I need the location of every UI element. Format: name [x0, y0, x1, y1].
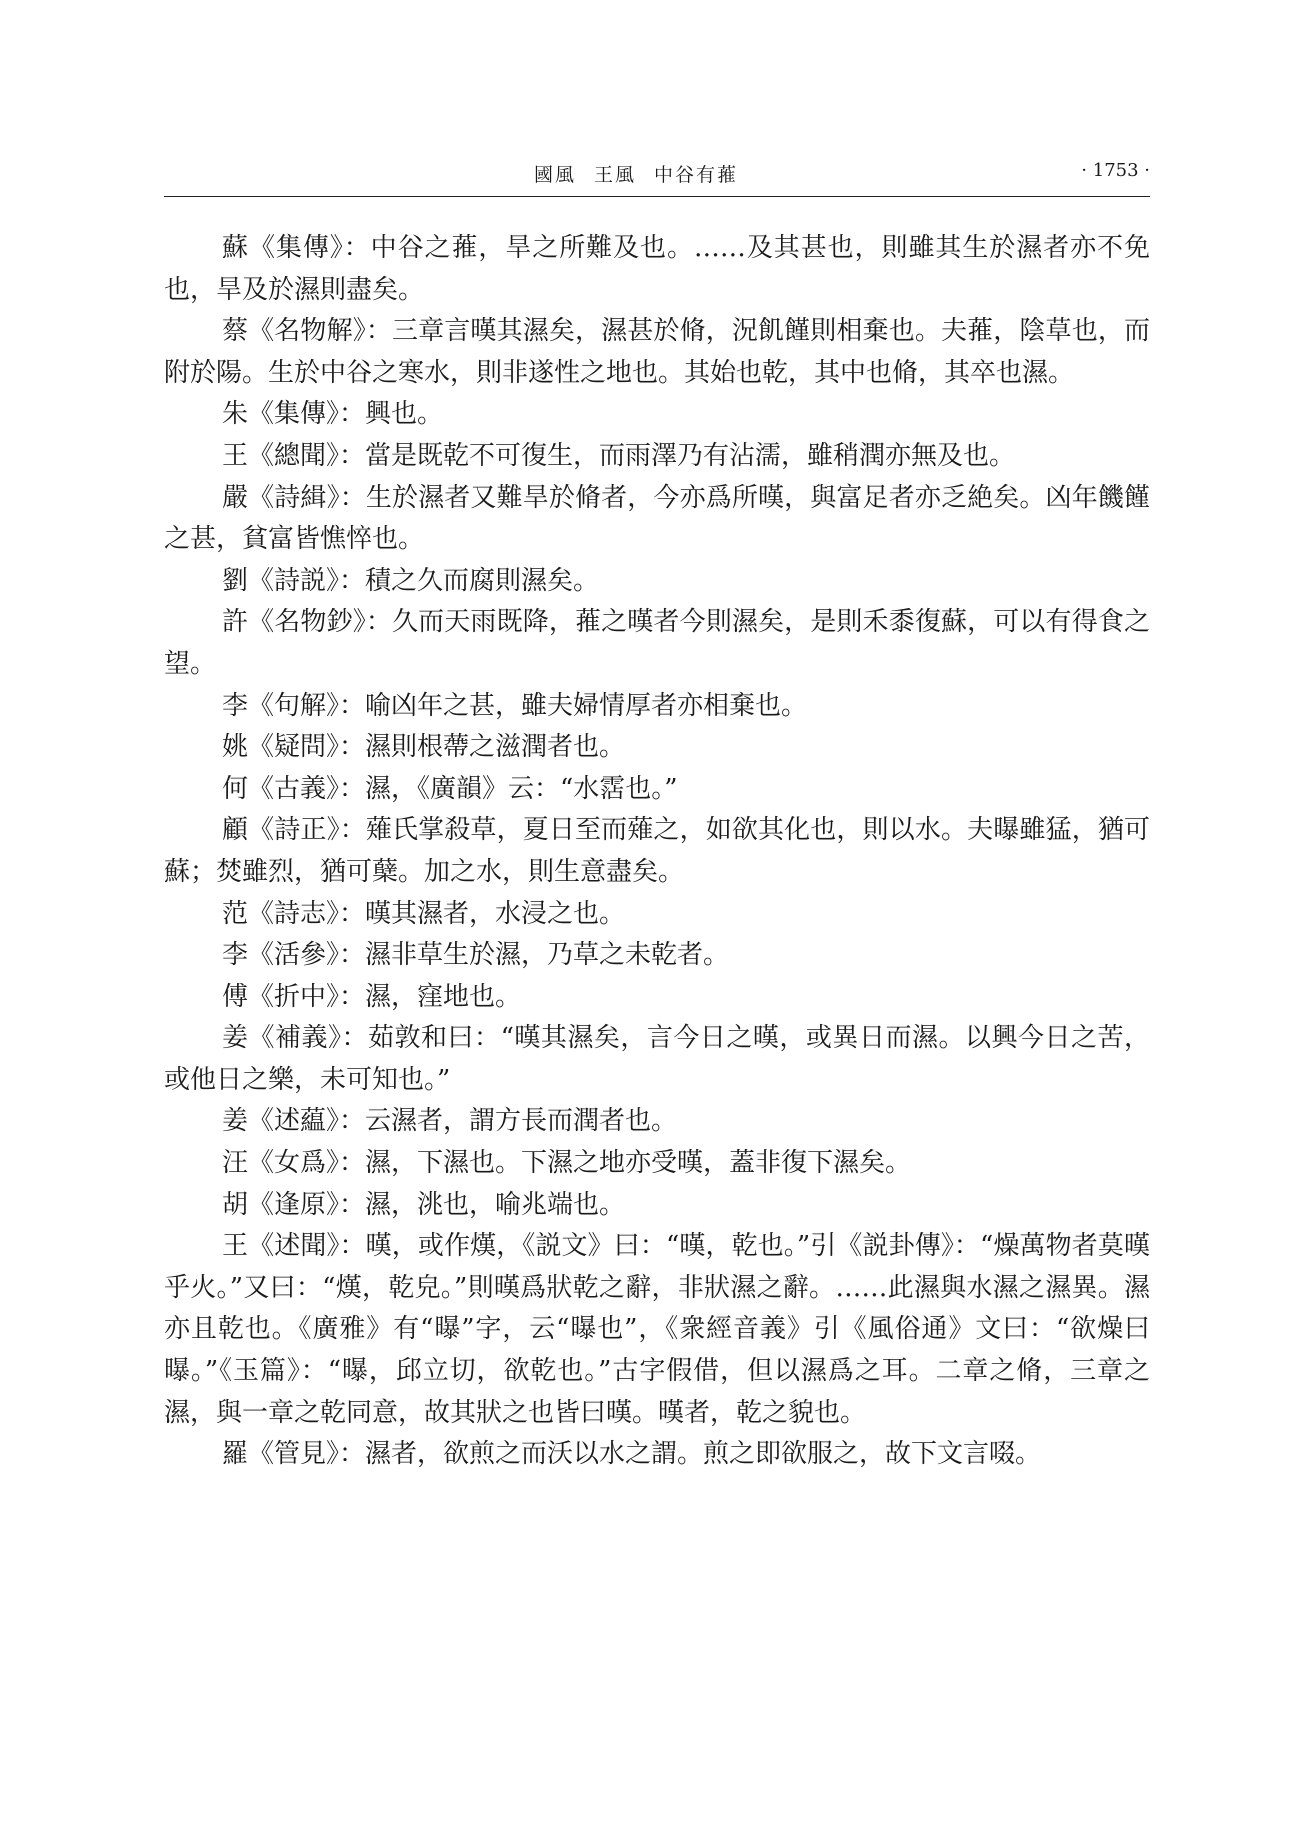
commentary-entry: 姚《疑問》：濕則根蔕之滋潤者也。 [222, 732, 626, 763]
commentary-entry: 朱《集傳》：興也。 [222, 399, 444, 430]
commentary-entry: 王《總聞》：當是既乾不可復生，而雨澤乃有沾濡，雖稍潤亦無及也。 [222, 440, 1016, 471]
section-title-wangfeng: 王風 [594, 164, 637, 186]
commentary-entry: 顧《詩正》：薙氏掌殺草，夏日至而薙之，如欲其化也，則以水。夫曝雖猛，猶可蘇；焚雖烈，猶可蘖。加之水，則生意盡矣。 [164, 815, 1150, 887]
running-head [164, 160, 1150, 196]
commentary-entry: 姜《述藴》：云濕者，謂方長而潤者也。 [222, 1106, 678, 1137]
commentary-body [164, 228, 1150, 1476]
commentary-entry: 劉《詩説》：積之久而腐則濕矣。 [222, 565, 600, 596]
commentary-entry: 羅《管見》：濕者，欲煎之而沃以水之謂。煎之即欲服之，故下文言啜。 [222, 1439, 1042, 1470]
page-number: · 1753 · [1081, 160, 1150, 181]
commentary-entry: 胡《逢原》：濕，洮也，喻兆端也。 [222, 1189, 626, 1220]
commentary-entry: 姜《補義》：茹敦和曰：“暵其濕矣，言今日之暵，或異日而濕。以興今日之苦，或他日之樂，未可知也。” [164, 1023, 1150, 1095]
commentary-entry: 汪《女爲》：濕，下濕也。下濕之地亦受暵，蓋非復下濕矣。 [222, 1148, 912, 1179]
commentary-entry: 蔡《名物解》：三章言暵其濕矣，濕甚於脩，況飢饉則相棄也。夫蓷，陰草也，而附於陽。生於中谷之寒水，則非遂性之地也。其始也乾，其中也脩，其卒也濕。 [164, 316, 1150, 388]
header-rule [164, 196, 1150, 197]
commentary-entry: 李《活參》：濕非草生於濕，乃草之未乾者。 [222, 940, 730, 971]
commentary-entry: 嚴《詩緝》：生於濕者又難旱於脩者，今亦爲所暵，與富足者亦乏絶矣。凶年饑饉之甚，貧富皆憔悴也。 [164, 482, 1150, 555]
commentary-entry: 何《古義》：濕，《廣韻》云：“水霑也。” [222, 773, 678, 804]
running-title [534, 160, 756, 187]
commentary-entry: 蘇《集傳》：中谷之蓷，旱之所難及也。……及其甚也，則雖其生於濕者亦不免也，旱及於濕則盡矣。 [164, 233, 1150, 305]
commentary-entry: 李《句解》：喻凶年之甚，雖夫婦情厚者亦相棄也。 [222, 690, 808, 721]
poem-title: 中谷有蓷 [654, 164, 739, 186]
commentary-entry: 許《名物鈔》：久而天雨既降，蓷之暵者今則濕矣，是則禾黍復蘇，可以有得食之望。 [164, 607, 1150, 679]
commentary-entry: 王《述聞》：暵，或作熯，《説文》曰：“暵，乾也。”引《説卦傳》：“燥萬物者莫暵乎火。”又曰：“熯，乾皃。”則暵爲狀乾之辭，非狀濕之辭。……此濕與水濕之濕異。濕亦且乾也。《廣雅》有“曝”字，云“曝也”，《衆經音義》引《風俗通》文曰：“欲燥曰曝。”《玉篇》：“曝，邱立切，欲乾也。”古字假借，但以濕爲之耳。二章之脩，三章之濕，與一章之乾同意，故其狀之也皆曰暵。暵者，乾之貌也。 [164, 1231, 1150, 1428]
commentary-entry: 范《詩志》：暵其濕者，水浸之也。 [222, 898, 626, 929]
section-title-guofeng: 國風 [534, 164, 577, 186]
commentary-entry: 傅《折中》：濕，窪地也。 [222, 981, 522, 1012]
